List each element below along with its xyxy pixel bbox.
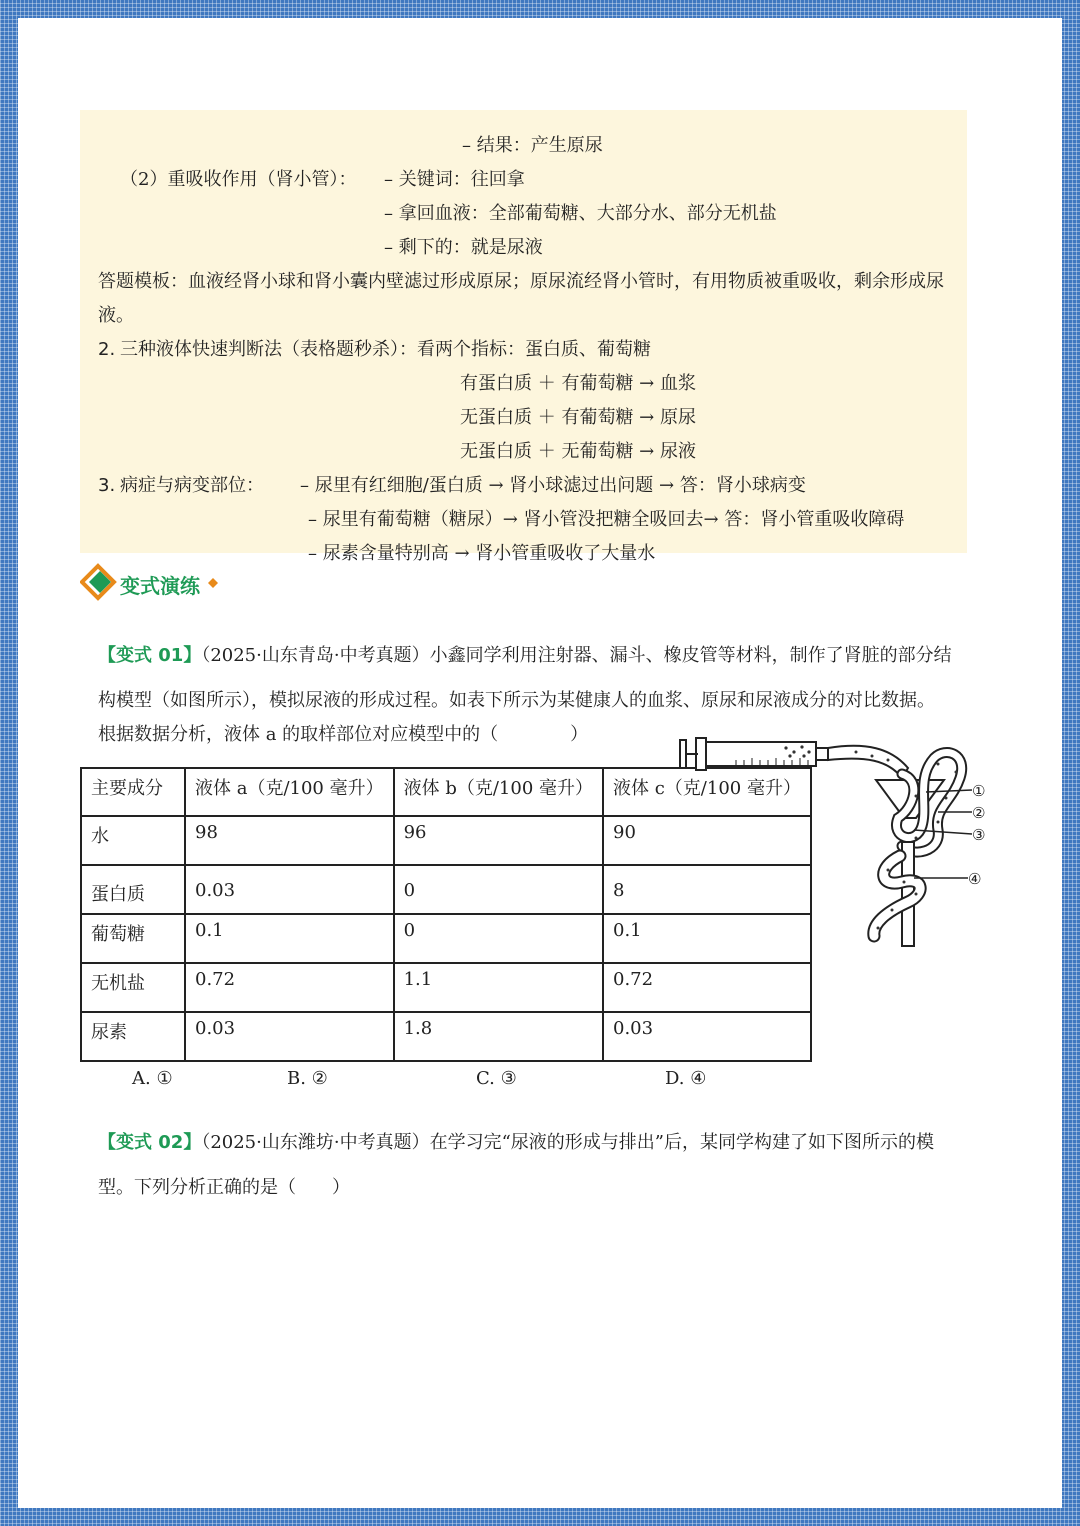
option-a[interactable]: A. ①: [132, 1068, 173, 1089]
table-row: [81, 1012, 811, 1061]
q2-line1-text: （2025·山东潍坊·中考真题）在学习完“尿液的形成与排出”后，某同学构建了如下图所示的模: [201, 1132, 934, 1153]
diagram-label-4: ④: [968, 870, 982, 888]
symptom-3: – 尿素含量特别高 → 肾小管重吸收了大量水: [308, 543, 656, 564]
point-2-number: 2.: [98, 339, 116, 360]
summary-line-result: – 结果：产生原尿: [462, 135, 603, 156]
q2-tag: 【变式 02】: [98, 1132, 202, 1153]
diamond-icon: [80, 562, 120, 602]
summary-take-back: – 拿回血液：全部葡萄糖、大部分水、部分无机盐: [384, 203, 777, 224]
symptom-2: – 尿里有葡萄糖（糖尿）→ 肾小管没把糖全吸回去→ 答：肾小管重吸收障碍: [308, 509, 905, 530]
table-cell: 0.1: [603, 914, 811, 963]
point-3-number: 3.: [98, 475, 116, 496]
table-cell: 无机盐: [81, 963, 185, 1012]
option-b[interactable]: B. ②: [287, 1068, 328, 1089]
kidney-model-diagram: [676, 718, 996, 954]
q1-tag: 【变式 01】: [98, 645, 202, 666]
q1-line1: [98, 644, 952, 668]
q1-line3: 根据数据分析，液体 a 的取样部位对应模型中的（ ）: [98, 724, 589, 745]
table-cell: 蛋白质: [81, 865, 185, 914]
table-cell: 0.72: [185, 963, 394, 1012]
table-header-cell: 液体 b（克/100 毫升）: [394, 768, 603, 816]
table-header-cell: 主要成分: [81, 768, 185, 816]
table-row: [81, 963, 811, 1012]
table-cell: 0.72: [603, 963, 811, 1012]
table-cell: 0.03: [185, 865, 394, 914]
table-header-cell: 液体 c（克/100 毫升）: [603, 768, 811, 816]
diagram-label-3: ③: [972, 826, 986, 844]
summary-keyword: – 关键词：往回拿: [384, 169, 525, 190]
table-cell: 96: [394, 816, 603, 865]
rule-primary-urine: 无蛋白质 ＋ 有葡萄糖 → 原尿: [460, 407, 696, 428]
option-d[interactable]: D. ④: [665, 1068, 707, 1089]
table-cell: 尿素: [81, 1012, 185, 1061]
q1-line1-text: （2025·山东青岛·中考真题）小鑫同学利用注射器、漏斗、橡皮管等材料，制作了肾脏的部分结: [201, 645, 952, 666]
answer-template-line1: 答题模板：血液经肾小球和肾小囊内壁滤过形成原尿；原尿流经肾小管时，有用物质被重吸收，剩余形成尿: [98, 271, 944, 292]
small-diamond-icon: [208, 578, 218, 588]
table-cell: 90: [603, 816, 811, 865]
table-cell: 水: [81, 816, 185, 865]
section-title: 变式演练: [120, 574, 200, 598]
table-cell: 1.1: [394, 963, 603, 1012]
table-cell: 葡萄糖: [81, 914, 185, 963]
table-cell: 8: [603, 865, 811, 914]
diagram-label-1: ①: [972, 782, 986, 800]
rule-plasma: 有蛋白质 ＋ 有葡萄糖 → 血浆: [460, 373, 696, 394]
option-c[interactable]: C. ③: [476, 1068, 517, 1089]
table-cell: 0: [394, 865, 603, 914]
table-cell: 1.8: [394, 1012, 603, 1061]
point-2-text: 三种液体快速判断法（表格题秒杀）：看两个指标：蛋白质、葡萄糖: [120, 339, 651, 360]
q1-line2: 构模型（如图所示），模拟尿液的形成过程。如表下所示为某健康人的血浆、原尿和尿液成分的对比数据。: [98, 690, 935, 711]
summary-remaining: – 剩下的：就是尿液: [384, 237, 543, 258]
symptom-1: – 尿里有红细胞/蛋白质 → 肾小球滤过出问题 → 答：肾小球病变: [300, 475, 806, 496]
rule-urine: 无蛋白质 ＋ 无葡萄糖 → 尿液: [460, 441, 696, 462]
summary-reabsorption-title: （2）重吸收作用（肾小管）：: [120, 169, 357, 190]
section-heading: [80, 562, 280, 602]
q2-line2: 型。下列分析正确的是（ ）: [98, 1177, 350, 1198]
table-header-cell: 液体 a（克/100 毫升）: [185, 768, 394, 816]
table-cell: 0: [394, 914, 603, 963]
table-cell: 0.03: [185, 1012, 394, 1061]
point-3-text: 病症与病变部位：: [120, 475, 264, 496]
q2-line1: [98, 1131, 934, 1155]
table-cell: 98: [185, 816, 394, 865]
table-cell: 0.1: [185, 914, 394, 963]
diagram-label-2: ②: [972, 804, 986, 822]
table-cell: 0.03: [603, 1012, 811, 1061]
answer-template-line2: 液。: [98, 305, 134, 326]
